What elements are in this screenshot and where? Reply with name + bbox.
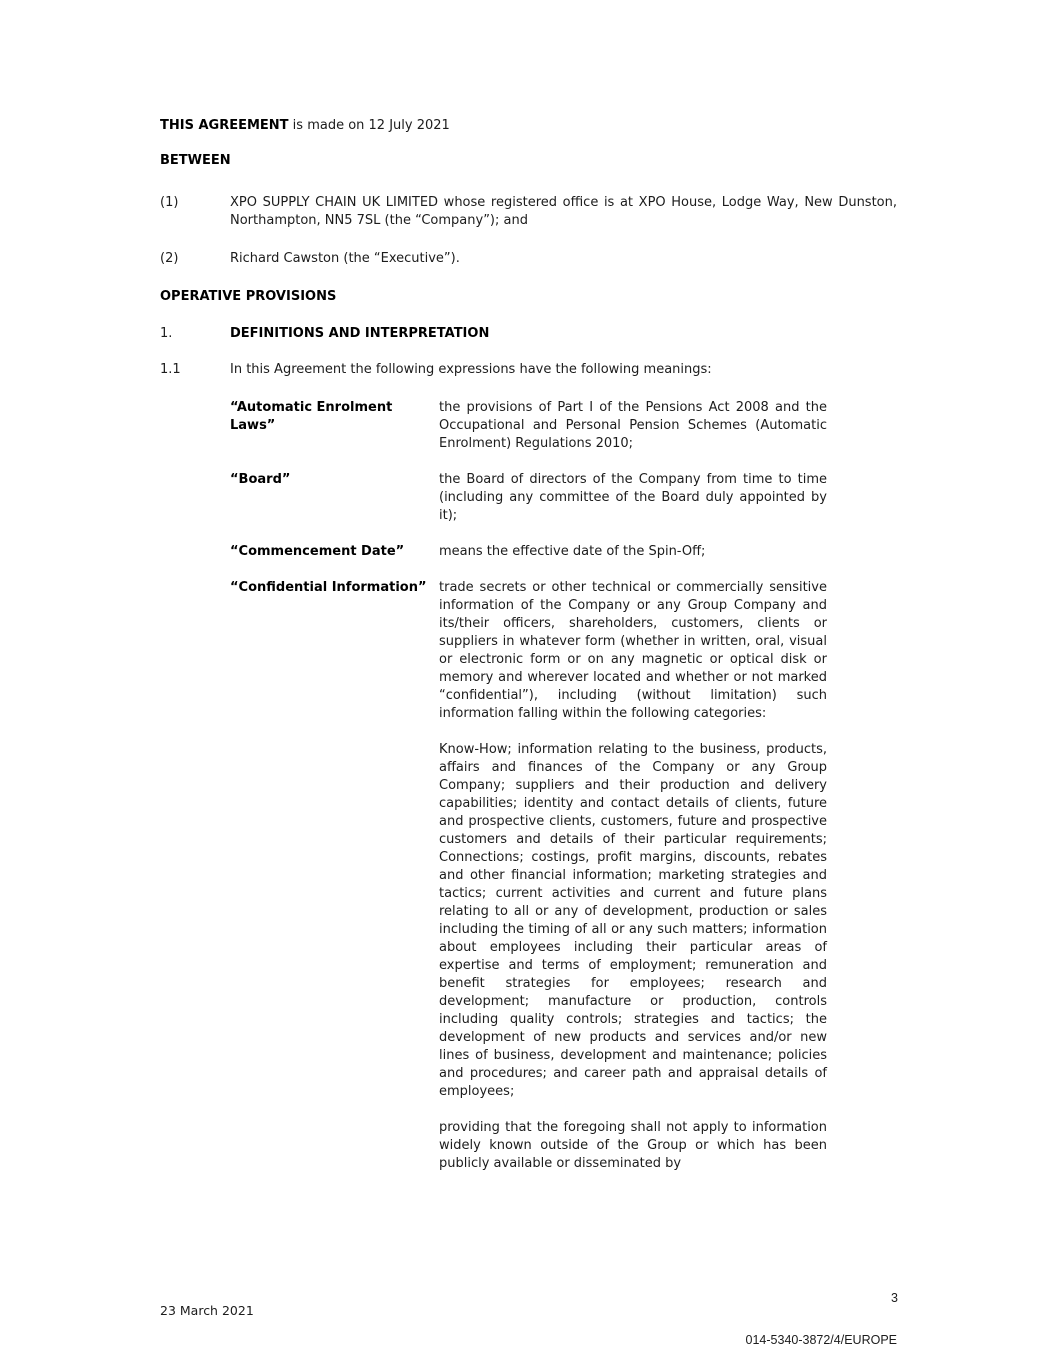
definition-body [439, 471, 827, 525]
definition-row [160, 543, 897, 561]
definition-body [439, 543, 827, 561]
section-number: 1. [160, 326, 173, 341]
definition-body [439, 579, 827, 1173]
clause-number: 1.1 [160, 362, 181, 377]
between-heading: BETWEEN [160, 153, 231, 168]
document-content [160, 117, 897, 1191]
operative-provisions-heading: OPERATIVE PROVISIONS [160, 289, 337, 304]
party-number: (1) [160, 195, 179, 210]
clause-text: In this Agreement the following expressions have the following meanings: [230, 362, 712, 377]
party-number: (2) [160, 251, 179, 266]
page-number: 3 [891, 1291, 898, 1305]
definition-paragraph: the Board of directors of the Company from time to time (including any committee of the Board duly appointed by it); [439, 472, 827, 523]
definition-paragraph: the provisions of Part I of the Pensions Act 2008 and the Occupational and Personal Pension Schemes (Automatic Enrolment) Regulations 2010; [439, 400, 827, 451]
definition-term: “Confidential Information” [230, 580, 427, 595]
document-reference: 014-5340-3872/4/EUROPE [745, 1333, 897, 1347]
party-text: Richard Cawston (the “Executive”). [230, 251, 460, 266]
party-item [160, 194, 897, 230]
definition-term: “Board” [230, 472, 291, 487]
clause-row [160, 361, 897, 379]
agreement-title-line [160, 117, 897, 135]
definition-row [160, 471, 897, 525]
section-heading-row [160, 325, 897, 343]
definition-row [160, 399, 897, 453]
definition-row [160, 579, 897, 1173]
definition-paragraph: means the effective date of the Spin-Off; [439, 544, 706, 559]
agreement-title-rest: is made on 12 July 2021 [288, 118, 450, 133]
party-item [160, 250, 897, 268]
definition-paragraph: providing that the foregoing shall not apply to information widely known outside of the Group or which has been publicly available or disseminated by [439, 1120, 827, 1171]
definition-paragraph: trade secrets or other technical or commercially sensitive information of the Company or any Group Company and its/their officers, shareholders, customers, clients or suppliers in whatever form (whether in written, oral, visual or electronic form or on any magnetic or optical disk or memory and wherever located and whether or not marked “confidential”), including (without limitation) such information falling within the following categories: [439, 580, 827, 721]
section-title: DEFINITIONS AND INTERPRETATION [230, 326, 490, 341]
definition-term: “Commencement Date” [230, 544, 405, 559]
definition-paragraph: Know-How; information relating to the business, products, affairs and finances of the Company or any Group Company; suppliers and their production and delivery capabilities; identity and contact details of clients, future and prospective clients, customers, future and prospective customers and details of their particular requirements; Connections; costings, profit margins, discounts, rebates and other financial information; marketing strategies and tactics; current activities and current and future plans relating to all or any of development, production or sales including the timing of all or any such matters; information about employees including their particular areas of expertise and terms of employment; remuneration and benefit strategies for employees; research and development; manufacture or production, controls including quality controls; strategies and tactics; the development of new products and services and/or new lines of business, development and maintenance; policies and procedures; and career path and appraisal details of employees; [439, 742, 827, 1099]
definition-term: “Automatic Enrolment Laws” [230, 400, 393, 433]
party-text: XPO SUPPLY CHAIN UK LIMITED whose registered office is at XPO House, Lodge Way, New Dunston, Northampton, NN5 7SL (the “Company”); and [230, 195, 897, 228]
agreement-title-bold: THIS AGREEMENT [160, 118, 289, 133]
footer-date: 23 March 2021 [160, 1303, 254, 1318]
definition-body [439, 399, 827, 453]
